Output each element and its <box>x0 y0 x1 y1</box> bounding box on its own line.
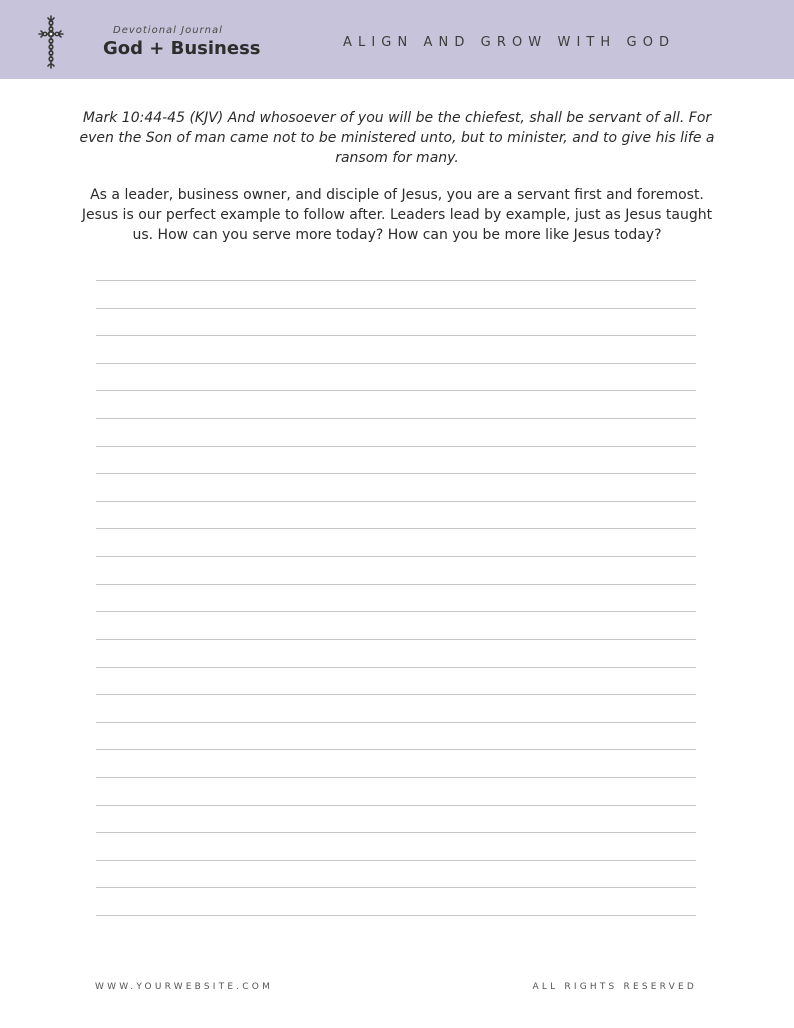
journal-line[interactable] <box>96 749 696 750</box>
header-tagline: ALIGN AND GROW WITH GOD <box>343 35 676 50</box>
journal-line[interactable] <box>96 611 696 612</box>
journal-line[interactable] <box>96 501 696 502</box>
scripture-verse: Mark 10:44-45 (KJV) And whosoever of you will be the chiefest, shall be servant of all. For even the Son of man came not to be ministered unto, but to minister, and to give his life a ransom for many. <box>79 110 715 166</box>
reflection-prompt: As a leader, business owner, and disciple of Jesus, you are a servant first and foremost. Jesus is our perfect example to follow after. Leaders lead by example, just as Jesus taught us. How can you serve more today? How can you be more like Jesus today? <box>81 187 713 243</box>
journal-line[interactable] <box>96 363 696 364</box>
journal-line[interactable] <box>96 473 696 474</box>
journal-line[interactable] <box>96 887 696 888</box>
journal-line[interactable] <box>96 832 696 833</box>
journal-line[interactable] <box>96 308 696 309</box>
journal-subtitle: Devotional Journal <box>113 25 223 36</box>
footer-website: WWW.YOURWEBSITE.COM <box>95 982 274 992</box>
journal-line[interactable] <box>96 722 696 723</box>
journal-line[interactable] <box>96 528 696 529</box>
journal-line[interactable] <box>96 777 696 778</box>
journal-line[interactable] <box>96 418 696 419</box>
journal-line[interactable] <box>96 805 696 806</box>
journal-line[interactable] <box>96 667 696 668</box>
journal-line[interactable] <box>96 390 696 391</box>
footer-rights: ALL RIGHTS RESERVED <box>532 982 697 992</box>
journal-line[interactable] <box>96 694 696 695</box>
journal-line[interactable] <box>96 860 696 861</box>
ornate-cross-icon <box>36 14 66 70</box>
journal-line[interactable] <box>96 584 696 585</box>
journal-title: God + Business <box>103 38 261 59</box>
journal-line[interactable] <box>96 335 696 336</box>
journal-line[interactable] <box>96 446 696 447</box>
journal-line[interactable] <box>96 556 696 557</box>
journal-line[interactable] <box>96 915 696 916</box>
journal-writing-area[interactable] <box>96 0 696 1028</box>
journal-line[interactable] <box>96 639 696 640</box>
journal-line[interactable] <box>96 280 696 281</box>
